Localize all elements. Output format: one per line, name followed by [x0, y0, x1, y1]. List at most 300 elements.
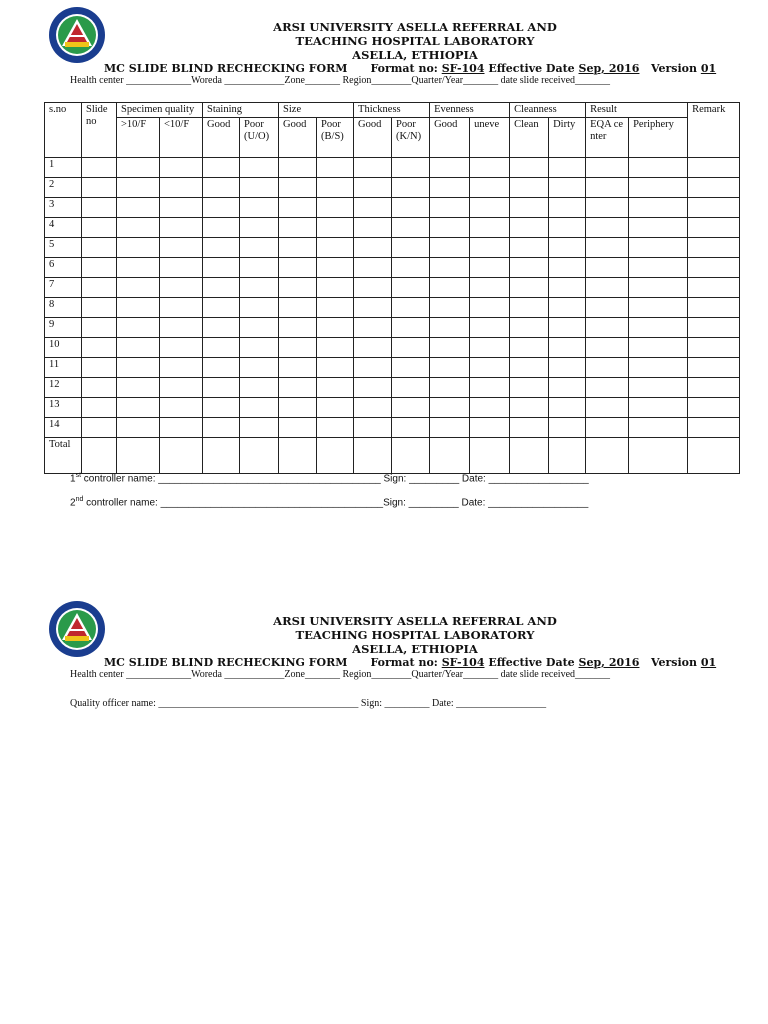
table-body: [45, 158, 740, 438]
table-cell[interactable]: [430, 218, 470, 238]
table-cell[interactable]: [117, 218, 160, 238]
table-cell[interactable]: [586, 358, 629, 378]
table-cell[interactable]: [317, 398, 354, 418]
table-cell[interactable]: [354, 418, 392, 438]
table-cell[interactable]: [586, 318, 629, 338]
sub-size-poor: Poor (B/S): [317, 118, 354, 158]
table-cell[interactable]: [470, 438, 510, 474]
table-cell[interactable]: [549, 418, 586, 438]
table-cell[interactable]: [279, 218, 317, 238]
table-cell[interactable]: [117, 278, 160, 298]
table-cell[interactable]: [354, 438, 392, 474]
table-cell[interactable]: [549, 438, 586, 474]
table-cell[interactable]: [392, 338, 430, 358]
table-cell[interactable]: [549, 298, 586, 318]
table-cell[interactable]: [392, 438, 430, 474]
table-cell[interactable]: [510, 318, 549, 338]
table-cell[interactable]: [203, 438, 240, 474]
table-cell[interactable]: [82, 358, 117, 378]
sub-dirty: Dirty: [549, 118, 586, 158]
col-cleanness: Cleanness: [510, 103, 586, 118]
sub-lt10: <10/F: [160, 118, 203, 158]
table-cell[interactable]: [586, 398, 629, 418]
table-cell[interactable]: [279, 318, 317, 338]
table-cell[interactable]: [392, 418, 430, 438]
table-cell[interactable]: [688, 218, 740, 238]
table-cell[interactable]: [279, 158, 317, 178]
table-row: [45, 258, 740, 278]
format-label: Format no:: [370, 62, 438, 75]
table-cell[interactable]: [160, 298, 203, 318]
table-cell[interactable]: [240, 418, 279, 438]
table-row: [45, 178, 740, 198]
table-cell[interactable]: [549, 338, 586, 358]
table-cell[interactable]: [240, 298, 279, 318]
table-cell[interactable]: [549, 198, 586, 218]
info-line-top[interactable]: Health center _____________Woreda ____________Zone_______ Region________Quarter/Year_______ date slide received_______: [70, 75, 611, 86]
quality-officer-line[interactable]: Quality officer name: ________________________________________ Sign: _________ Date: __________________: [70, 698, 547, 709]
table-cell[interactable]: [117, 358, 160, 378]
table-cell[interactable]: [549, 398, 586, 418]
table-cell[interactable]: [117, 318, 160, 338]
table-cell[interactable]: [510, 278, 549, 298]
table-cell[interactable]: [279, 418, 317, 438]
table-cell[interactable]: [688, 258, 740, 278]
table-cell[interactable]: [117, 178, 160, 198]
table-cell[interactable]: [279, 278, 317, 298]
table-cell[interactable]: [470, 318, 510, 338]
table-cell[interactable]: [117, 158, 160, 178]
table-cell[interactable]: [629, 418, 688, 438]
table-cell[interactable]: [203, 158, 240, 178]
table-cell[interactable]: [354, 278, 392, 298]
table-cell[interactable]: [117, 378, 160, 398]
table-cell[interactable]: [279, 358, 317, 378]
table-cell[interactable]: [240, 158, 279, 178]
table-cell[interactable]: [392, 318, 430, 338]
table-cell[interactable]: [203, 198, 240, 218]
table-cell[interactable]: [160, 378, 203, 398]
table-cell[interactable]: [629, 158, 688, 178]
table-cell[interactable]: [629, 198, 688, 218]
table-cell[interactable]: [586, 238, 629, 258]
first-ordinal: 1: [70, 473, 76, 485]
table-cell[interactable]: [586, 218, 629, 238]
table-cell[interactable]: [203, 298, 240, 318]
table-row: [45, 418, 740, 438]
table-cell[interactable]: [82, 158, 117, 178]
table-cell[interactable]: [203, 398, 240, 418]
table-cell[interactable]: [586, 338, 629, 358]
table-cell[interactable]: [430, 258, 470, 278]
sub-uneven: uneve: [470, 118, 510, 158]
table-cell[interactable]: [549, 178, 586, 198]
format-label: Format no:: [370, 656, 438, 669]
table-cell[interactable]: [430, 198, 470, 218]
row-number: 7: [45, 278, 82, 298]
header-line-1-bottom: ARSI UNIVERSITY ASELLA REFERRAL AND: [273, 614, 557, 628]
table-cell[interactable]: [354, 258, 392, 278]
table-cell[interactable]: [354, 398, 392, 418]
table-cell[interactable]: [688, 358, 740, 378]
table-cell[interactable]: [430, 278, 470, 298]
table-cell[interactable]: [549, 158, 586, 178]
table-row: [45, 338, 740, 358]
table-cell[interactable]: [470, 418, 510, 438]
table-cell[interactable]: [629, 358, 688, 378]
table-cell[interactable]: [240, 178, 279, 198]
table-cell[interactable]: [203, 358, 240, 378]
total-label: Total: [45, 438, 82, 474]
table-cell[interactable]: [470, 218, 510, 238]
table-cell[interactable]: [586, 278, 629, 298]
table-cell[interactable]: [549, 318, 586, 338]
table-cell[interactable]: [203, 338, 240, 358]
row-number: 10: [45, 338, 82, 358]
header-line-1: ARSI UNIVERSITY ASELLA REFERRAL AND: [273, 20, 557, 34]
table-cell[interactable]: [392, 218, 430, 238]
table-cell[interactable]: [160, 198, 203, 218]
table-cell[interactable]: [549, 378, 586, 398]
table-cell[interactable]: [470, 378, 510, 398]
table-cell[interactable]: [586, 258, 629, 278]
col-specimen-quality: Specimen quality: [117, 103, 203, 118]
table-cell[interactable]: [279, 338, 317, 358]
table-cell[interactable]: [240, 198, 279, 218]
table-cell[interactable]: [117, 238, 160, 258]
row-number: 8: [45, 298, 82, 318]
table-cell[interactable]: [430, 398, 470, 418]
table-cell[interactable]: [82, 438, 117, 474]
table-cell[interactable]: [82, 398, 117, 418]
table-cell[interactable]: [430, 318, 470, 338]
table-cell[interactable]: [240, 278, 279, 298]
table-cell[interactable]: [688, 378, 740, 398]
table-cell[interactable]: [392, 398, 430, 418]
table-cell[interactable]: [354, 358, 392, 378]
table-cell[interactable]: [203, 418, 240, 438]
col-remark: Remark: [688, 103, 740, 158]
table-cell[interactable]: [203, 278, 240, 298]
table-cell[interactable]: [470, 398, 510, 418]
table-cell[interactable]: [117, 438, 160, 474]
table-cell[interactable]: [392, 178, 430, 198]
table-cell[interactable]: [82, 178, 117, 198]
table-cell[interactable]: [160, 218, 203, 238]
table-cell[interactable]: [510, 158, 549, 178]
table-cell[interactable]: [317, 218, 354, 238]
row-number: 11: [45, 358, 82, 378]
table-cell[interactable]: [82, 218, 117, 238]
table-row: [45, 158, 740, 178]
table-cell[interactable]: [586, 298, 629, 318]
table-cell[interactable]: [317, 198, 354, 218]
table-cell[interactable]: [82, 238, 117, 258]
effective-label: Effective Date: [488, 62, 575, 75]
table-cell[interactable]: [629, 338, 688, 358]
table-cell[interactable]: [279, 298, 317, 318]
table-cell[interactable]: [317, 258, 354, 278]
table-cell[interactable]: [354, 238, 392, 258]
table-cell[interactable]: [354, 298, 392, 318]
total-row: [45, 438, 740, 474]
table-cell[interactable]: [470, 178, 510, 198]
form-name: MC SLIDE BLIND RECHECKING FORM: [104, 62, 348, 75]
table-cell[interactable]: [430, 338, 470, 358]
table-cell[interactable]: [117, 418, 160, 438]
table-cell[interactable]: [586, 158, 629, 178]
table-cell[interactable]: [688, 338, 740, 358]
table-cell[interactable]: [510, 338, 549, 358]
table-cell[interactable]: [629, 218, 688, 238]
table-cell[interactable]: [82, 418, 117, 438]
first-ordinal-suffix: st: [75, 472, 82, 479]
table-cell[interactable]: [430, 418, 470, 438]
table-cell[interactable]: [392, 378, 430, 398]
table-cell[interactable]: [510, 358, 549, 378]
table-cell[interactable]: [82, 278, 117, 298]
table-cell[interactable]: [688, 198, 740, 218]
table-cell[interactable]: [203, 238, 240, 258]
row-number: 4: [45, 218, 82, 238]
table-cell[interactable]: [354, 178, 392, 198]
table-cell[interactable]: [82, 298, 117, 318]
table-cell[interactable]: [203, 218, 240, 238]
sub-thick-good: Good: [354, 118, 392, 158]
table-cell[interactable]: [688, 418, 740, 438]
table-cell[interactable]: [160, 398, 203, 418]
table-cell[interactable]: [629, 178, 688, 198]
table-cell[interactable]: [430, 298, 470, 318]
table-cell[interactable]: [240, 258, 279, 278]
table-cell[interactable]: [82, 258, 117, 278]
table-cell[interactable]: [279, 258, 317, 278]
table-cell[interactable]: [160, 438, 203, 474]
table-cell[interactable]: [240, 358, 279, 378]
form-title-line-bottom: [104, 656, 716, 669]
sub-stain-good: Good: [203, 118, 240, 158]
col-thickness: Thickness: [354, 103, 430, 118]
table-row: [45, 238, 740, 258]
table-cell[interactable]: [279, 438, 317, 474]
first-controller-label: controller name: ________________________________________ Sign: _________ Date: __________________: [81, 473, 589, 485]
table-cell[interactable]: [470, 358, 510, 378]
table-cell[interactable]: [430, 358, 470, 378]
header-line-3: ASELLA, ETHIOPIA: [352, 48, 478, 62]
table-cell[interactable]: [317, 318, 354, 338]
table-cell[interactable]: [160, 318, 203, 338]
table-cell[interactable]: [510, 418, 549, 438]
table-cell[interactable]: [160, 178, 203, 198]
table-cell[interactable]: [688, 438, 740, 474]
format-number: SF-104: [441, 656, 485, 669]
table-cell[interactable]: [470, 278, 510, 298]
table-row: [45, 278, 740, 298]
table-cell[interactable]: [510, 398, 549, 418]
table-cell[interactable]: [688, 398, 740, 418]
table-cell[interactable]: [160, 278, 203, 298]
table-cell[interactable]: [354, 218, 392, 238]
table-cell[interactable]: [240, 398, 279, 418]
table-cell[interactable]: [510, 218, 549, 238]
table-cell[interactable]: [203, 318, 240, 338]
second-controller-line[interactable]: [70, 496, 588, 508]
table-cell[interactable]: [430, 178, 470, 198]
table-cell[interactable]: [688, 178, 740, 198]
table-cell[interactable]: [430, 438, 470, 474]
table-cell[interactable]: [160, 238, 203, 258]
table-cell[interactable]: [317, 378, 354, 398]
table-cell[interactable]: [392, 158, 430, 178]
sub-eqa-center: EQA center: [586, 118, 629, 158]
table-cell[interactable]: [629, 258, 688, 278]
table-cell[interactable]: [279, 178, 317, 198]
header-line-3-bottom: ASELLA, ETHIOPIA: [352, 642, 478, 656]
table-cell[interactable]: [317, 238, 354, 258]
table-cell[interactable]: [470, 198, 510, 218]
table-cell[interactable]: [688, 278, 740, 298]
table-cell[interactable]: [629, 378, 688, 398]
table-cell[interactable]: [317, 178, 354, 198]
table-cell[interactable]: [240, 218, 279, 238]
table-cell[interactable]: [317, 358, 354, 378]
table-cell[interactable]: [392, 238, 430, 258]
table-cell[interactable]: [392, 258, 430, 278]
table-cell[interactable]: [688, 158, 740, 178]
table-cell[interactable]: [470, 238, 510, 258]
form-title-line: [104, 62, 716, 75]
table-cell[interactable]: [549, 278, 586, 298]
table-cell[interactable]: [160, 418, 203, 438]
row-number: 5: [45, 238, 82, 258]
table-cell[interactable]: [392, 298, 430, 318]
table-cell[interactable]: [82, 318, 117, 338]
table-cell[interactable]: [203, 258, 240, 278]
table-cell[interactable]: [549, 258, 586, 278]
table-cell[interactable]: [160, 338, 203, 358]
format-number: SF-104: [441, 62, 485, 75]
table-cell[interactable]: [117, 298, 160, 318]
table-cell[interactable]: [317, 158, 354, 178]
table-cell[interactable]: [430, 238, 470, 258]
table-cell[interactable]: [392, 278, 430, 298]
first-controller-line[interactable]: [70, 472, 589, 484]
table-cell[interactable]: [629, 238, 688, 258]
table-cell[interactable]: [160, 358, 203, 378]
info-line-bottom[interactable]: Health center _____________Woreda ____________Zone_______ Region________Quarter/Year_______ date slide received_______: [70, 669, 611, 680]
version-label: Version: [650, 62, 697, 75]
sub-thick-poor: Poor (K/N): [392, 118, 430, 158]
table-cell[interactable]: [279, 198, 317, 218]
table-cell[interactable]: [470, 338, 510, 358]
table-cell[interactable]: [586, 378, 629, 398]
table-cell[interactable]: [160, 158, 203, 178]
table-cell[interactable]: [317, 298, 354, 318]
table-cell[interactable]: [470, 158, 510, 178]
table-cell[interactable]: [510, 378, 549, 398]
table-cell[interactable]: [317, 418, 354, 438]
table-cell[interactable]: [240, 338, 279, 358]
table-cell[interactable]: [82, 338, 117, 358]
table-cell[interactable]: [317, 338, 354, 358]
table-cell[interactable]: [629, 398, 688, 418]
sub-stain-poor: Poor (U/O): [240, 118, 279, 158]
table-cell[interactable]: [160, 258, 203, 278]
table-cell[interactable]: [317, 438, 354, 474]
table-cell[interactable]: [240, 438, 279, 474]
row-number: 1: [45, 158, 82, 178]
table-cell[interactable]: [117, 398, 160, 418]
row-number: 14: [45, 418, 82, 438]
table-cell[interactable]: [510, 198, 549, 218]
table-cell[interactable]: [586, 178, 629, 198]
table-cell[interactable]: [629, 438, 688, 474]
table-cell[interactable]: [629, 298, 688, 318]
effective-date: Sep, 2016: [578, 62, 640, 75]
table-cell[interactable]: [510, 238, 549, 258]
col-slide-no: Slide no: [82, 103, 117, 158]
table-cell[interactable]: [688, 298, 740, 318]
table-cell[interactable]: [203, 378, 240, 398]
table-cell[interactable]: [279, 238, 317, 258]
table-cell[interactable]: [549, 218, 586, 238]
table-cell[interactable]: [688, 318, 740, 338]
table-cell[interactable]: [317, 278, 354, 298]
table-cell[interactable]: [240, 318, 279, 338]
table-cell[interactable]: [549, 358, 586, 378]
table-cell[interactable]: [354, 338, 392, 358]
row-number: 13: [45, 398, 82, 418]
table-cell[interactable]: [279, 378, 317, 398]
table-cell[interactable]: [586, 198, 629, 218]
col-staining: Staining: [203, 103, 279, 118]
table-cell[interactable]: [629, 278, 688, 298]
row-number: 3: [45, 198, 82, 218]
table-cell[interactable]: [586, 438, 629, 474]
table-cell[interactable]: [392, 358, 430, 378]
sub-size-good: Good: [279, 118, 317, 158]
table-cell[interactable]: [549, 238, 586, 258]
table-cell[interactable]: [430, 378, 470, 398]
table-cell[interactable]: [279, 398, 317, 418]
table-cell[interactable]: [470, 258, 510, 278]
table-row: [45, 318, 740, 338]
table-cell[interactable]: [354, 378, 392, 398]
table-cell[interactable]: [117, 258, 160, 278]
table-cell[interactable]: [586, 418, 629, 438]
table-cell[interactable]: [354, 198, 392, 218]
table-cell[interactable]: [510, 178, 549, 198]
table-cell[interactable]: [510, 438, 549, 474]
table-cell[interactable]: [629, 318, 688, 338]
table-cell[interactable]: [392, 198, 430, 218]
table-cell[interactable]: [117, 338, 160, 358]
table-cell[interactable]: [688, 238, 740, 258]
table-cell[interactable]: [117, 198, 160, 218]
table-cell[interactable]: [82, 378, 117, 398]
table-cell[interactable]: [510, 258, 549, 278]
version-label: Version: [650, 656, 697, 669]
table-cell[interactable]: [82, 198, 117, 218]
table-cell[interactable]: [510, 298, 549, 318]
table-cell[interactable]: [203, 178, 240, 198]
table-cell[interactable]: [240, 378, 279, 398]
table-cell[interactable]: [240, 238, 279, 258]
table-cell[interactable]: [470, 298, 510, 318]
table-cell[interactable]: [430, 158, 470, 178]
table-cell[interactable]: [354, 318, 392, 338]
table-cell[interactable]: [354, 158, 392, 178]
